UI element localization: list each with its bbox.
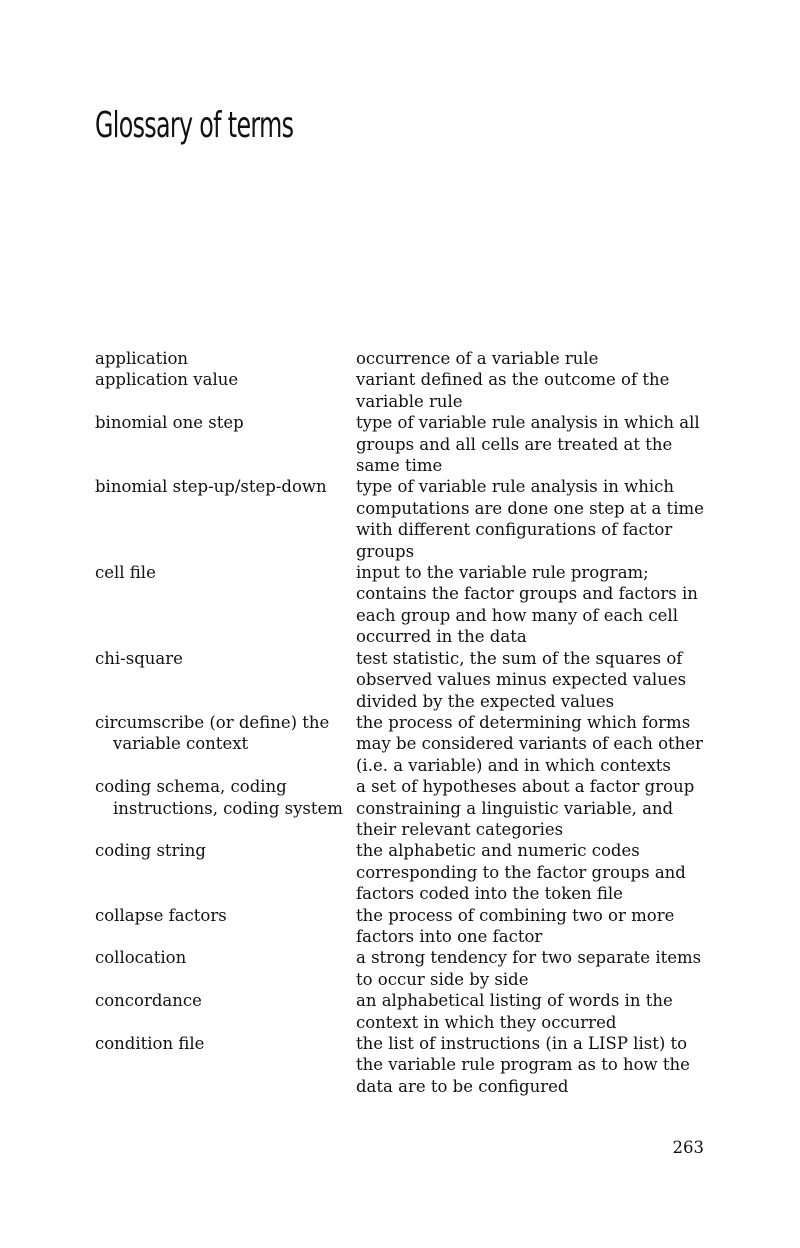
glossary-term: collapse factors	[95, 905, 227, 925]
glossary-definition: the process of determining which forms may be considered variants of each other (i.e. a variable) and in which contexts	[356, 712, 703, 775]
glossary-term: condition file	[95, 1034, 205, 1053]
page-number: 263	[672, 1138, 704, 1157]
glossary-entry	[95, 648, 710, 712]
glossary-list	[95, 348, 710, 1097]
glossary-definition: the alphabetic and numeric codes corresponding to the factor groups and factors coded into the token file	[356, 841, 686, 904]
glossary-definition: type of variable rule analysis in which all groups and all cells are treated at the same time	[356, 413, 700, 476]
glossary-entry	[95, 412, 710, 476]
glossary-definition: occurrence of a variable rule	[356, 349, 599, 368]
glossary-entry	[95, 905, 710, 948]
glossary-entry	[95, 562, 710, 648]
glossary-term: application	[95, 349, 189, 368]
glossary-definition: type of variable rule analysis in which computations are done one step at a time with different configurations of factor groups	[356, 477, 704, 561]
glossary-definition: input to the variable rule program; contains the factor groups and factors in each group and how many of each cell occurred in the data	[356, 563, 698, 647]
glossary-term: concordance	[95, 991, 202, 1011]
glossary-entry	[95, 712, 710, 776]
glossary-term: cell file	[95, 563, 156, 583]
glossary-term: chi-square	[95, 648, 183, 668]
page-title: Glossary of terms	[95, 105, 294, 146]
glossary-definition: an alphabetical listing of words in the context in which they occurred	[356, 991, 673, 1032]
glossary-term: coding string	[95, 841, 206, 861]
glossary-definition: test statistic, the sum of the squares of observed values minus expected values divided by the expected values	[356, 648, 687, 711]
glossary-definition: a strong tendency for two separate items to occur side by side	[356, 948, 702, 989]
glossary-definition: variant defined as the outcome of the variable rule	[356, 370, 670, 411]
glossary-entry	[95, 476, 710, 562]
glossary-entry	[95, 1033, 710, 1097]
glossary-definition: a set of hypotheses about a factor group constraining a linguistic variable, and their relevant categories	[356, 777, 695, 839]
glossary-term: circumscribe (or define) the variable context	[95, 712, 330, 754]
glossary-definition: the process of combining two or more factors into one factor	[356, 905, 675, 946]
glossary-term: coding schema, coding instructions, coding system	[95, 777, 343, 818]
glossary-entry	[95, 776, 710, 840]
glossary-entry	[95, 369, 710, 412]
glossary-term: collocation	[95, 948, 187, 968]
glossary-term: binomial step-up/step-down	[95, 477, 327, 497]
glossary-entry	[95, 947, 710, 990]
glossary-definition: the list of instructions (in a LISP list) to the variable rule program as to how the data are to be configured	[356, 1034, 690, 1096]
glossary-term: application value	[95, 370, 239, 390]
glossary-entry	[95, 348, 710, 369]
glossary-entry	[95, 840, 710, 904]
glossary-term: binomial one step	[95, 413, 244, 433]
glossary-entry	[95, 990, 710, 1033]
